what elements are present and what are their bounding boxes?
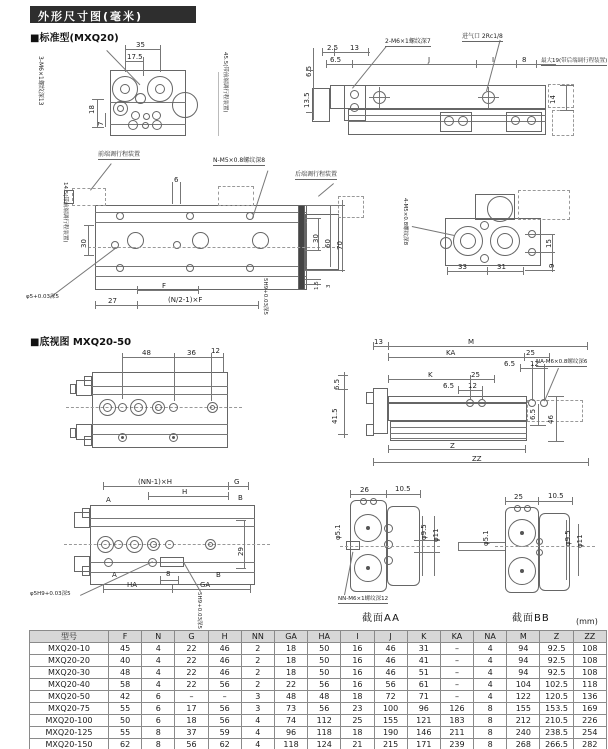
- pin-hole-label: φ5H9+0.03深5: [30, 591, 71, 597]
- value-cell: 102.5: [540, 679, 573, 691]
- dim-36: 36: [187, 349, 196, 357]
- dim-60: 60: [324, 239, 332, 248]
- value-cell: 108: [573, 655, 606, 667]
- stroke-adjuster-label: 14.5(带前端调行程装置): [62, 182, 68, 243]
- value-cell: 100: [374, 703, 407, 715]
- dim-n-pitch: (N/2-1)×F: [168, 296, 203, 304]
- value-cell: 46: [208, 667, 241, 679]
- stroke-adjuster-label: 45.5(带前端调行程装置): [222, 52, 228, 113]
- dim-46: 46: [547, 415, 555, 424]
- value-cell: 92.5: [540, 667, 573, 679]
- n-thread-callout: N-M5×0.8螺纹深8: [213, 157, 266, 164]
- value-cell: 16: [341, 643, 374, 655]
- value-cell: 50: [109, 715, 142, 727]
- table-row: [30, 679, 607, 691]
- table-header-cell: N: [142, 631, 175, 643]
- value-cell: 56: [208, 679, 241, 691]
- value-cell: 118: [573, 679, 606, 691]
- dim-F: F: [162, 282, 167, 290]
- dim-70: 70: [336, 241, 344, 250]
- dim-7: 7: [97, 121, 105, 126]
- value-cell: 136: [573, 691, 606, 703]
- key-slot-label: 5H9+0.03深5: [262, 278, 268, 315]
- value-cell: 92.5: [540, 643, 573, 655]
- pin-hole-label: φ5+0.03深5: [26, 294, 59, 300]
- value-cell: 62: [208, 739, 241, 749]
- value-cell: 6: [142, 703, 175, 715]
- dia-11: φ11: [432, 528, 440, 542]
- value-cell: 18: [274, 667, 307, 679]
- model-cell: MXQ20-125: [30, 727, 109, 739]
- dim-K: K: [428, 371, 433, 379]
- table-row: [30, 739, 607, 749]
- value-cell: 3: [241, 703, 274, 715]
- value-cell: 59: [208, 727, 241, 739]
- value-cell: 46: [374, 643, 407, 655]
- value-cell: 56: [308, 703, 341, 715]
- table-header-cell: ZZ: [573, 631, 606, 643]
- na-thread-hole: [528, 399, 536, 407]
- value-cell: 18: [175, 715, 208, 727]
- dim-1-5: 1.5: [314, 281, 320, 290]
- value-cell: 45: [109, 643, 142, 655]
- dim-9: 9: [548, 263, 556, 268]
- value-cell: 268: [507, 739, 540, 749]
- dim-13: 13: [374, 338, 383, 346]
- dim-GA: GA: [200, 581, 211, 589]
- value-cell: 21: [341, 739, 374, 749]
- value-cell: 4: [241, 739, 274, 749]
- value-cell: 17: [175, 703, 208, 715]
- value-cell: 58: [109, 679, 142, 691]
- dimension-table: [29, 630, 607, 749]
- value-cell: 124: [308, 739, 341, 749]
- value-cell: 16: [341, 679, 374, 691]
- table-header-cell: M: [507, 631, 540, 643]
- model-cell: MXQ20-75: [30, 703, 109, 715]
- section-arrow-a-bottom: A: [112, 571, 117, 579]
- dim-15: 15: [545, 239, 553, 248]
- value-cell: 62: [109, 739, 142, 749]
- table-header-cell: G: [175, 631, 208, 643]
- table-header-cell: J: [374, 631, 407, 643]
- value-cell: 42: [109, 691, 142, 703]
- table-header-cell: NN: [241, 631, 274, 643]
- dim-G: G: [234, 478, 240, 486]
- value-cell: 6: [142, 715, 175, 727]
- value-cell: 104: [507, 679, 540, 691]
- dim-25-a: 25: [526, 349, 535, 357]
- value-cell: 155: [374, 715, 407, 727]
- unit-note: (mm): [576, 617, 598, 626]
- table-header-cell: NA: [474, 631, 507, 643]
- section-aa-caption: 截面AA: [362, 613, 400, 624]
- model-cell: MXQ20-50: [30, 691, 109, 703]
- dia-11: φ11: [576, 534, 584, 548]
- model-cell: MXQ20-20: [30, 655, 109, 667]
- value-cell: 2: [241, 643, 274, 655]
- value-cell: 4: [474, 643, 507, 655]
- front-adjuster-outline: [72, 188, 106, 206]
- dim-25: 25: [514, 493, 523, 501]
- value-cell: 239: [440, 739, 473, 749]
- value-cell: 4: [142, 643, 175, 655]
- value-cell: 16: [341, 655, 374, 667]
- value-cell: 73: [274, 703, 307, 715]
- value-cell: 3: [241, 691, 274, 703]
- table-header-cell: H: [208, 631, 241, 643]
- table-row: [30, 643, 607, 655]
- dia-5-1: φ5.1: [334, 524, 342, 540]
- dim-10-5: 10.5: [548, 492, 564, 500]
- value-cell: 37: [175, 727, 208, 739]
- dim-J: J: [428, 56, 431, 64]
- value-cell: 41: [407, 655, 440, 667]
- body-outline: [388, 403, 527, 421]
- value-cell: 51: [407, 667, 440, 679]
- dim-12: 12: [211, 347, 220, 355]
- key-slot: [160, 557, 184, 567]
- value-cell: 22: [175, 679, 208, 691]
- value-cell: 23: [341, 703, 374, 715]
- dim-29: 29: [237, 547, 245, 556]
- dim-31: 31: [497, 263, 506, 271]
- value-cell: 94: [507, 667, 540, 679]
- value-cell: 22: [175, 655, 208, 667]
- value-cell: 56: [208, 715, 241, 727]
- value-cell: 18: [341, 691, 374, 703]
- na-thread-hole: [478, 399, 486, 407]
- value-cell: 46: [208, 643, 241, 655]
- value-cell: 4: [474, 667, 507, 679]
- value-cell: 171: [407, 739, 440, 749]
- value-cell: 92.5: [540, 655, 573, 667]
- value-cell: 46: [374, 667, 407, 679]
- table-header-row: [30, 631, 607, 643]
- na-thread-callout: NA-M6×0.8螺纹深6: [536, 359, 588, 365]
- value-cell: 2: [241, 655, 274, 667]
- value-cell: 8: [474, 727, 507, 739]
- value-cell: 254: [573, 727, 606, 739]
- value-cell: 25: [341, 715, 374, 727]
- value-cell: 46: [208, 655, 241, 667]
- dim-41-5: 41.5: [331, 408, 339, 424]
- value-cell: 4: [142, 679, 175, 691]
- table-header-cell: 型号: [30, 631, 109, 643]
- value-cell: 72: [374, 691, 407, 703]
- dim-18: 18: [88, 105, 96, 114]
- value-cell: 8: [474, 739, 507, 749]
- dim-Z: Z: [450, 442, 455, 450]
- thread-callout: 2-M6×1螺纹深7: [385, 38, 431, 45]
- dim-KA: KA: [446, 349, 456, 357]
- dim-17-5: 17.5: [127, 53, 143, 61]
- dim-13: 13: [350, 44, 359, 52]
- model-cell: MXQ20-40: [30, 679, 109, 691]
- value-cell: 56: [208, 703, 241, 715]
- dim-12-b: 12: [468, 382, 477, 390]
- dim-2-5: 2.5: [327, 44, 339, 52]
- value-cell: 61: [407, 679, 440, 691]
- value-cell: 118: [308, 727, 341, 739]
- table-row: [30, 655, 607, 667]
- table-header-cell: F: [109, 631, 142, 643]
- value-cell: 190: [374, 727, 407, 739]
- value-cell: 48: [308, 691, 341, 703]
- table-header-cell: KA: [440, 631, 473, 643]
- value-cell: 16: [341, 667, 374, 679]
- thread-label: 4-M5×0.8螺纹深8: [402, 198, 408, 246]
- value-cell: 183: [440, 715, 473, 727]
- value-cell: 212: [507, 715, 540, 727]
- value-cell: 48: [109, 667, 142, 679]
- value-cell: 282: [573, 739, 606, 749]
- value-cell: 2: [241, 667, 274, 679]
- table-row: [30, 715, 607, 727]
- value-cell: –: [440, 691, 473, 703]
- table-header-cell: HA: [308, 631, 341, 643]
- dim-8: 8: [166, 570, 171, 578]
- value-cell: 155: [507, 703, 540, 715]
- value-cell: 18: [274, 655, 307, 667]
- value-cell: 126: [440, 703, 473, 715]
- dim-6-5-b: 6.5: [443, 382, 455, 390]
- dia-9-5: φ9.5: [564, 530, 572, 546]
- model-cell: MXQ20-150: [30, 739, 109, 749]
- value-cell: 169: [573, 703, 606, 715]
- nn-thread-callout: NN-M6×1螺纹深12: [338, 596, 389, 602]
- value-cell: 55: [109, 703, 142, 715]
- max-stroke-note: 最大19(带后端调行程装置): [541, 58, 608, 64]
- thread-count-label: 3-M6×1螺纹深13: [37, 56, 44, 106]
- dim-8: 8: [522, 56, 527, 64]
- section-bottom-view-title: ■底视图 MXQ20-50: [30, 337, 132, 348]
- key-slot-label: 5H9+0.03深5: [196, 592, 202, 629]
- table-header-cell: I: [341, 631, 374, 643]
- value-cell: 50: [308, 643, 341, 655]
- dia-5-1: φ5.1: [482, 530, 490, 546]
- value-cell: 22: [175, 643, 208, 655]
- dim-3: 3: [326, 284, 332, 288]
- value-cell: –: [440, 655, 473, 667]
- dim-M: M: [468, 338, 475, 346]
- dim-6-5-v: 6.5: [305, 65, 313, 77]
- dim-48: 48: [142, 349, 151, 357]
- value-cell: 56: [308, 679, 341, 691]
- value-cell: 96: [407, 703, 440, 715]
- value-cell: –: [208, 691, 241, 703]
- value-cell: –: [440, 667, 473, 679]
- value-cell: 215: [374, 739, 407, 749]
- value-cell: 8: [142, 727, 175, 739]
- value-cell: 211: [440, 727, 473, 739]
- dim-30-left: 30: [80, 239, 88, 248]
- dim-35: 35: [136, 41, 145, 49]
- table-row: [30, 691, 607, 703]
- value-cell: 4: [142, 655, 175, 667]
- value-cell: –: [175, 691, 208, 703]
- dim-33: 33: [458, 263, 467, 271]
- value-cell: 94: [507, 643, 540, 655]
- section-arrow-a-top: A: [106, 496, 111, 504]
- hatched-hole: [172, 92, 198, 118]
- section-arrow-b-bottom: B: [216, 571, 221, 579]
- table-row: [30, 727, 607, 739]
- section-arrow-b-top: B: [238, 494, 243, 502]
- table-header-cell: GA: [274, 631, 307, 643]
- value-cell: 210.5: [540, 715, 573, 727]
- value-cell: 226: [573, 715, 606, 727]
- value-cell: 18: [274, 643, 307, 655]
- value-cell: 266.5: [540, 739, 573, 749]
- value-cell: 22: [274, 679, 307, 691]
- value-cell: 4: [241, 715, 274, 727]
- value-cell: 50: [308, 655, 341, 667]
- value-cell: –: [440, 679, 473, 691]
- page-title: 外形尺寸图(毫米): [30, 6, 196, 23]
- dia-9-5: φ9.5: [420, 524, 428, 540]
- value-cell: 118: [274, 739, 307, 749]
- value-cell: 4: [474, 655, 507, 667]
- model-cell: MXQ20-100: [30, 715, 109, 727]
- dim-27: 27: [108, 297, 117, 305]
- value-cell: 48: [274, 691, 307, 703]
- value-cell: 153.5: [540, 703, 573, 715]
- value-cell: 56: [374, 679, 407, 691]
- table-row: [30, 703, 607, 715]
- value-cell: 6: [142, 691, 175, 703]
- value-cell: 122: [507, 691, 540, 703]
- value-cell: 94: [507, 655, 540, 667]
- dim-6-5-left: 6.5: [333, 378, 341, 390]
- value-cell: 4: [241, 727, 274, 739]
- value-cell: 8: [142, 739, 175, 749]
- value-cell: 40: [109, 655, 142, 667]
- dim-ZZ: ZZ: [472, 455, 482, 463]
- dim-6-5-right: 6.5: [529, 408, 537, 420]
- dim-14: 14: [549, 95, 557, 104]
- rear-adjuster-callout: 后端调行程装置: [295, 171, 338, 178]
- section-standard-title: ■标准型(MXQ20): [30, 33, 119, 44]
- front-adjuster-callout: 前端调行程装置: [98, 151, 141, 158]
- value-cell: 4: [142, 667, 175, 679]
- value-cell: 4: [474, 691, 507, 703]
- dim-HA: HA: [127, 581, 138, 589]
- table-row: [30, 667, 607, 679]
- value-cell: 8: [474, 703, 507, 715]
- value-cell: 108: [573, 643, 606, 655]
- value-cell: 240: [507, 727, 540, 739]
- dim-30-right: 30: [312, 234, 320, 243]
- value-cell: 55: [109, 727, 142, 739]
- value-cell: 71: [407, 691, 440, 703]
- value-cell: –: [440, 643, 473, 655]
- value-cell: 112: [308, 715, 341, 727]
- section-bb-caption: 截面BB: [512, 613, 550, 624]
- dim-nn-pitch: (NN-1)×H: [138, 478, 173, 486]
- dim-26: 26: [360, 486, 369, 494]
- dim-25-b: 25: [471, 371, 480, 379]
- dim-6-5: 6.5: [330, 56, 342, 64]
- model-cell: MXQ20-10: [30, 643, 109, 655]
- table-header-cell: Z: [540, 631, 573, 643]
- value-cell: 108: [573, 667, 606, 679]
- dim-H: H: [182, 488, 188, 496]
- value-cell: 238.5: [540, 727, 573, 739]
- value-cell: 74: [274, 715, 307, 727]
- dim-12-a: 12: [530, 360, 539, 368]
- value-cell: 31: [407, 643, 440, 655]
- dim-6: 6: [174, 176, 179, 184]
- value-cell: 120.5: [540, 691, 573, 703]
- model-cell: MXQ20-30: [30, 667, 109, 679]
- table-header-cell: K: [407, 631, 440, 643]
- dim-I: I: [492, 56, 495, 64]
- value-cell: 56: [175, 739, 208, 749]
- dim-6-5-a: 6.5: [504, 360, 516, 368]
- value-cell: 8: [474, 715, 507, 727]
- dim-13-5: 13.5: [303, 92, 311, 108]
- value-cell: 50: [308, 667, 341, 679]
- na-thread-hole: [466, 399, 474, 407]
- value-cell: 2: [241, 679, 274, 691]
- value-cell: 146: [407, 727, 440, 739]
- value-cell: 18: [341, 727, 374, 739]
- value-cell: 46: [374, 655, 407, 667]
- value-cell: 22: [175, 667, 208, 679]
- value-cell: 96: [274, 727, 307, 739]
- value-cell: 4: [474, 679, 507, 691]
- air-port-callout: 进气口 2Rc1/8: [462, 33, 503, 40]
- dim-10-5: 10.5: [395, 485, 411, 493]
- value-cell: 121: [407, 715, 440, 727]
